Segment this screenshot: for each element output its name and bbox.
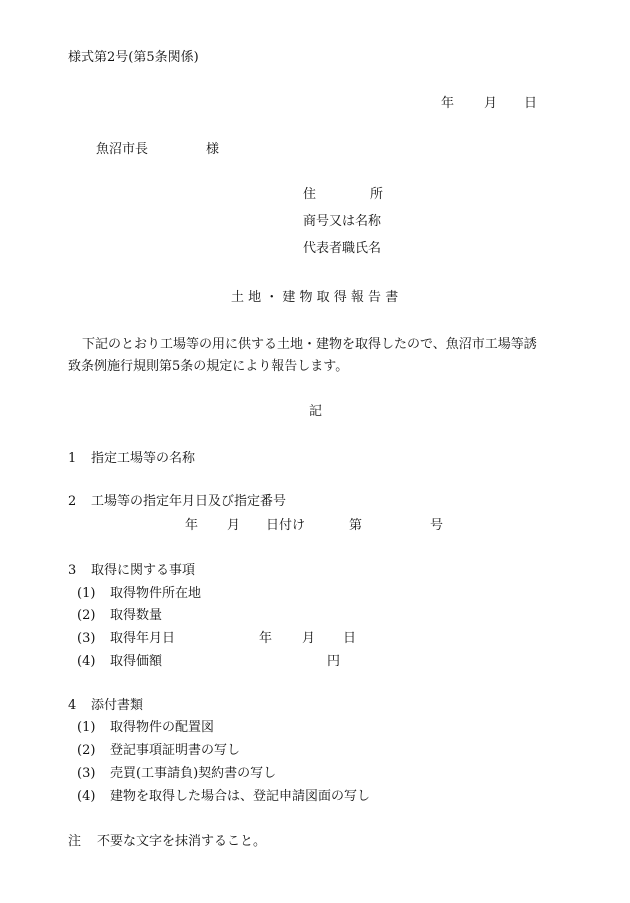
section-4-label: 添付書類 [91,698,144,713]
address-label-char1: 住 [303,187,317,202]
section-3-item-1-label: 取得物件所在地 [110,586,202,601]
section-3-item-4-label: 取得価額 [110,654,163,669]
section-3-item-4-unit: 円 [327,654,341,669]
note-text: 不要な文字を抹消すること。 [97,834,267,849]
section-2-year: 年 [185,518,199,533]
representative-label: 代表者職氏名 [303,241,382,256]
section-2-go: 号 [430,518,444,533]
section-3-item-3-label: 取得年月日 [110,631,176,646]
addressee: 魚沼市長 [96,142,149,157]
section-4-item-4-number: (4) [77,789,96,804]
date-day-label: 日 [524,96,538,111]
body-line-2: 致条例施行規則第5条の規定により報告します。 [68,359,349,374]
section-3-item-3-year: 年 [259,631,273,646]
section-3-item-2-number: (2) [77,608,96,623]
body-line-1: 下記のとおり工場等の用に供する土地・建物を取得したので、魚沼市工場等誘 [82,337,537,352]
section-3-item-3-number: (3) [77,631,96,646]
section-3-label: 取得に関する事項 [91,563,196,578]
document-title: 土 地 ・ 建 物 取 得 報 告 書 [231,290,399,305]
section-3-item-2-label: 取得数量 [110,608,163,623]
section-3-item-4-number: (4) [77,654,96,669]
trade-name-label: 商号又は名称 [303,214,382,229]
section-4-item-2-label: 登記事項証明書の写し [110,743,241,758]
section-1-number: 1 [68,451,77,466]
section-3-item-1-number: (1) [77,586,96,601]
ki-mark: 記 [309,404,323,419]
section-4-item-4-label: 建物を取得した場合は、登記申請図面の写し [110,789,371,804]
honorific: 様 [206,142,220,157]
form-number: 様式第2号(第5条関係) [68,50,199,65]
date-year-label: 年 [441,96,455,111]
date-month-label: 月 [484,96,498,111]
note-prefix: 注 [68,834,82,849]
section-3-item-3-month: 月 [302,631,316,646]
section-3-item-3-day: 日 [343,631,357,646]
section-2-dai: 第 [349,518,363,533]
section-4-item-3-label: 売買(工事請負)契約書の写し [110,766,277,781]
section-4-item-1-label: 取得物件の配置図 [110,720,215,735]
section-3-number: 3 [68,563,77,578]
section-2-number: 2 [68,494,77,509]
section-4-number: 4 [68,698,77,713]
section-2-label: 工場等の指定年月日及び指定番号 [91,494,287,509]
section-4-item-1-number: (1) [77,720,96,735]
section-2-month: 月 [227,518,241,533]
section-4-item-2-number: (2) [77,743,96,758]
section-4-item-3-number: (3) [77,766,96,781]
section-2-day-suffix: 日付け [266,518,306,533]
address-label-char2: 所 [370,187,384,202]
section-1-label: 指定工場等の名称 [91,451,196,466]
